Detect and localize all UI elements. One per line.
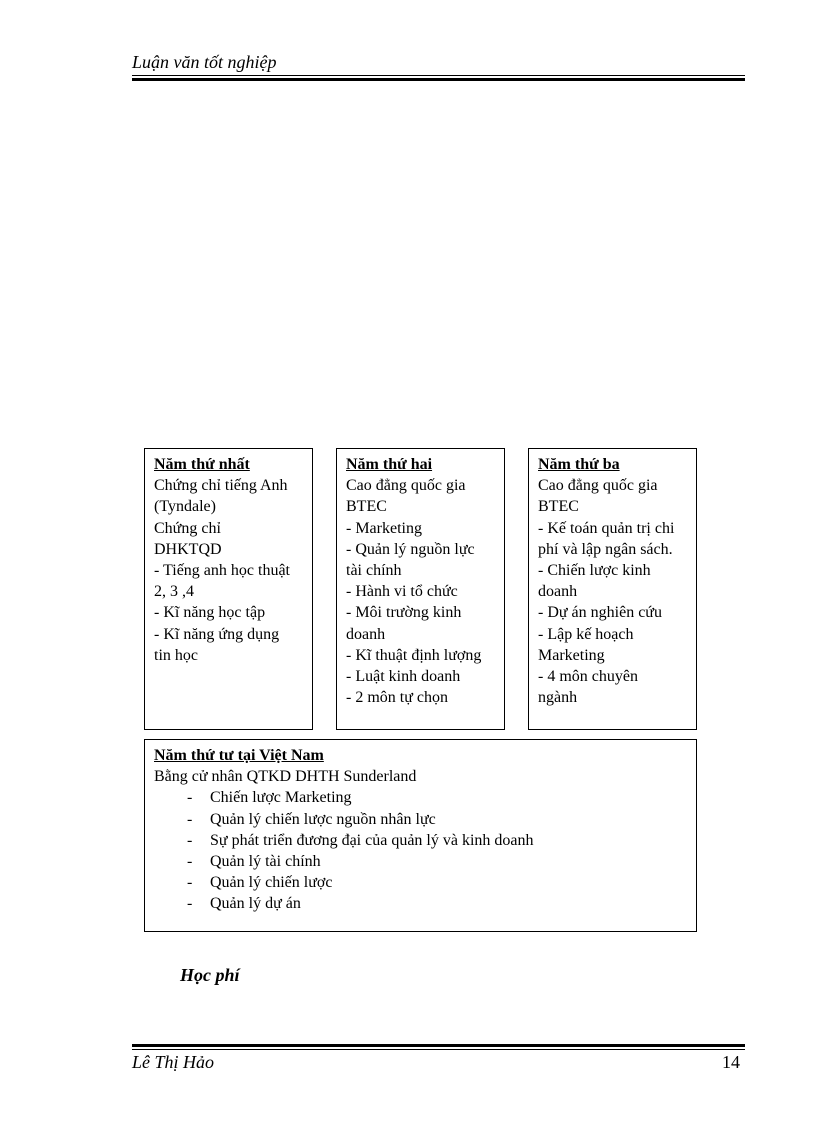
year-two-line: - Kĩ thuật định lượng [346, 646, 482, 664]
header-rule-thick [132, 78, 745, 81]
year-three-line: - Lập kế hoạch [538, 625, 634, 643]
header-rule-thin [132, 75, 745, 76]
footer-rule-thick [132, 1044, 745, 1047]
year-four-title: Năm thứ tư tại Việt Nam [154, 747, 324, 764]
year-one-line: tin học [154, 646, 198, 664]
year-three-line: - Chiến lược kinh [538, 562, 651, 580]
header-title: Luận văn tốt nghiệp [132, 52, 277, 72]
year-one-line: 2, 3 ,4 [154, 583, 194, 601]
year-two-title: Năm thứ hai [346, 456, 433, 473]
list-item-text: Chiến lược Marketing [210, 789, 352, 807]
year-one-line: Chứng chỉ [154, 519, 221, 537]
bullet-dash: - [187, 874, 193, 892]
bullet-dash: - [187, 831, 193, 849]
list-item [154, 872, 688, 893]
year-three-line: Cao đẳng quốc gia [538, 477, 658, 495]
year-one-line: - Kĩ năng học tập [154, 604, 266, 622]
year-two-line: - Môi trường kinh [346, 604, 462, 622]
year-two-line: Cao đẳng quốc gia [346, 477, 466, 495]
bullet-dash: - [187, 895, 193, 913]
year-two-line: doanh [346, 625, 386, 643]
bullet-dash: - [187, 810, 193, 828]
year-one-line: - Tiếng anh học thuật [154, 562, 290, 580]
list-item [154, 851, 688, 872]
year-three-line: - 4 môn chuyên [538, 668, 638, 686]
year-three-line: ngành [538, 689, 578, 707]
year-four-subtitle: Bằng cử nhân QTKD DHTH Sunderland [154, 768, 417, 786]
list-item [154, 893, 688, 914]
year-three-title: Năm thứ ba [538, 456, 620, 473]
list-item [154, 830, 688, 851]
year-one-line: Chứng chỉ tiếng Anh [154, 477, 288, 495]
year-four-box [144, 739, 697, 932]
bullet-dash: - [187, 853, 193, 871]
year-two-line: tài chính [346, 562, 402, 580]
year-one-line: - Kĩ năng ứng dụng [154, 625, 280, 643]
year-two-line: - Luật kinh doanh [346, 668, 461, 686]
year-two-line: BTEC [346, 498, 387, 516]
year-three-box [528, 448, 697, 730]
year-one-box [144, 448, 313, 730]
list-item [154, 809, 688, 830]
year-two-line: - Quản lý nguồn lực [346, 540, 475, 558]
year-two-line: - 2 môn tự chọn [346, 689, 448, 707]
list-item-text: Quản lý tài chính [210, 853, 321, 871]
list-item [154, 787, 688, 808]
footer-rule-thin [132, 1049, 745, 1050]
footer-author: Lê Thị Hảo [132, 1052, 215, 1072]
list-item-text: Quản lý dự án [210, 895, 301, 913]
year-two-box [336, 448, 505, 730]
year-two-line: - Hành vi tổ chức [346, 583, 458, 601]
page-number: 14 [722, 1052, 740, 1072]
section-heading: Học phí [180, 965, 240, 985]
bullet-dash: - [187, 789, 193, 807]
year-one-line: (Tyndale) [154, 498, 216, 516]
list-item-text: Sự phát triển đương đại của quản lý và kinh doanh [210, 831, 534, 849]
year-three-line: phí và lập ngân sách. [538, 540, 673, 558]
year-one-title: Năm thứ nhất [154, 456, 250, 473]
year-three-line: - Kế toán quản trị chi [538, 519, 675, 537]
list-item-text: Quản lý chiến lược [210, 874, 333, 892]
year-three-line: - Dự án nghiên cứu [538, 604, 662, 622]
year-three-line: BTEC [538, 498, 579, 516]
year-two-line: - Marketing [346, 519, 422, 537]
list-item-text: Quản lý chiến lược nguồn nhân lực [210, 810, 436, 828]
year-three-line: doanh [538, 583, 578, 601]
year-three-line: Marketing [538, 646, 605, 664]
year-one-line: DHKTQD [154, 540, 222, 558]
